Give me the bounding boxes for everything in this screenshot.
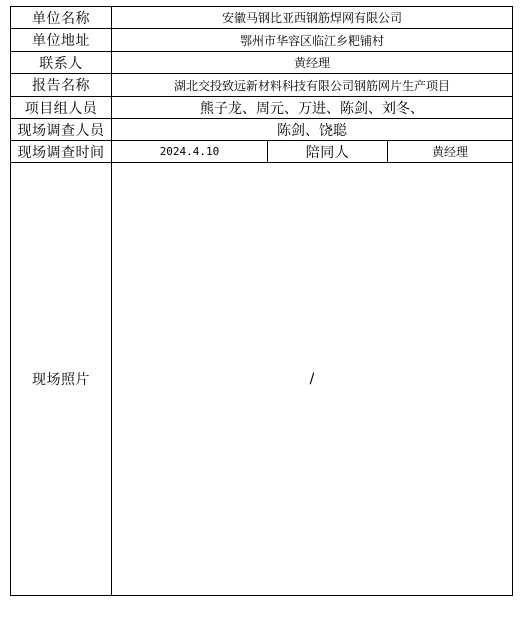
contact-value: 黄经理 xyxy=(112,52,513,74)
field-investigators-label: 现场调查人员 xyxy=(11,119,112,141)
field-time-label: 现场调查时间 xyxy=(11,141,112,163)
unit-address-value: 鄂州市华容区临江乡粑铺村 xyxy=(112,29,513,52)
row-field-time xyxy=(11,141,513,163)
row-photos xyxy=(11,163,513,596)
companion-label: 陪同人 xyxy=(268,141,388,163)
field-date-value: 2024.4.10 xyxy=(112,141,268,163)
row-report-name xyxy=(11,74,513,97)
team-members-value: 熊子龙、周元、万进、陈剑、刘冬、 xyxy=(112,97,513,119)
photos-label: 现场照片 xyxy=(11,163,112,596)
unit-name-label: 单位名称 xyxy=(11,7,112,29)
report-name-label: 报告名称 xyxy=(11,74,112,97)
row-contact xyxy=(11,52,513,74)
unit-address-label: 单位地址 xyxy=(11,29,112,52)
row-field-investigators xyxy=(11,119,513,141)
field-investigators-value: 陈剑、饶聪 xyxy=(112,119,513,141)
report-name-value: 湖北交投致远新材料科技有限公司钢筋网片生产项目 xyxy=(112,74,513,97)
row-unit-name xyxy=(11,7,513,29)
contact-label: 联系人 xyxy=(11,52,112,74)
field-survey-table xyxy=(10,6,513,596)
unit-name-value: 安徽马钢比亚西钢筋焊网有限公司 xyxy=(112,7,513,29)
team-members-label: 项目组人员 xyxy=(11,97,112,119)
companion-value: 黄经理 xyxy=(388,141,513,163)
photos-value: / xyxy=(112,163,513,596)
row-team-members xyxy=(11,97,513,119)
row-unit-address xyxy=(11,29,513,52)
